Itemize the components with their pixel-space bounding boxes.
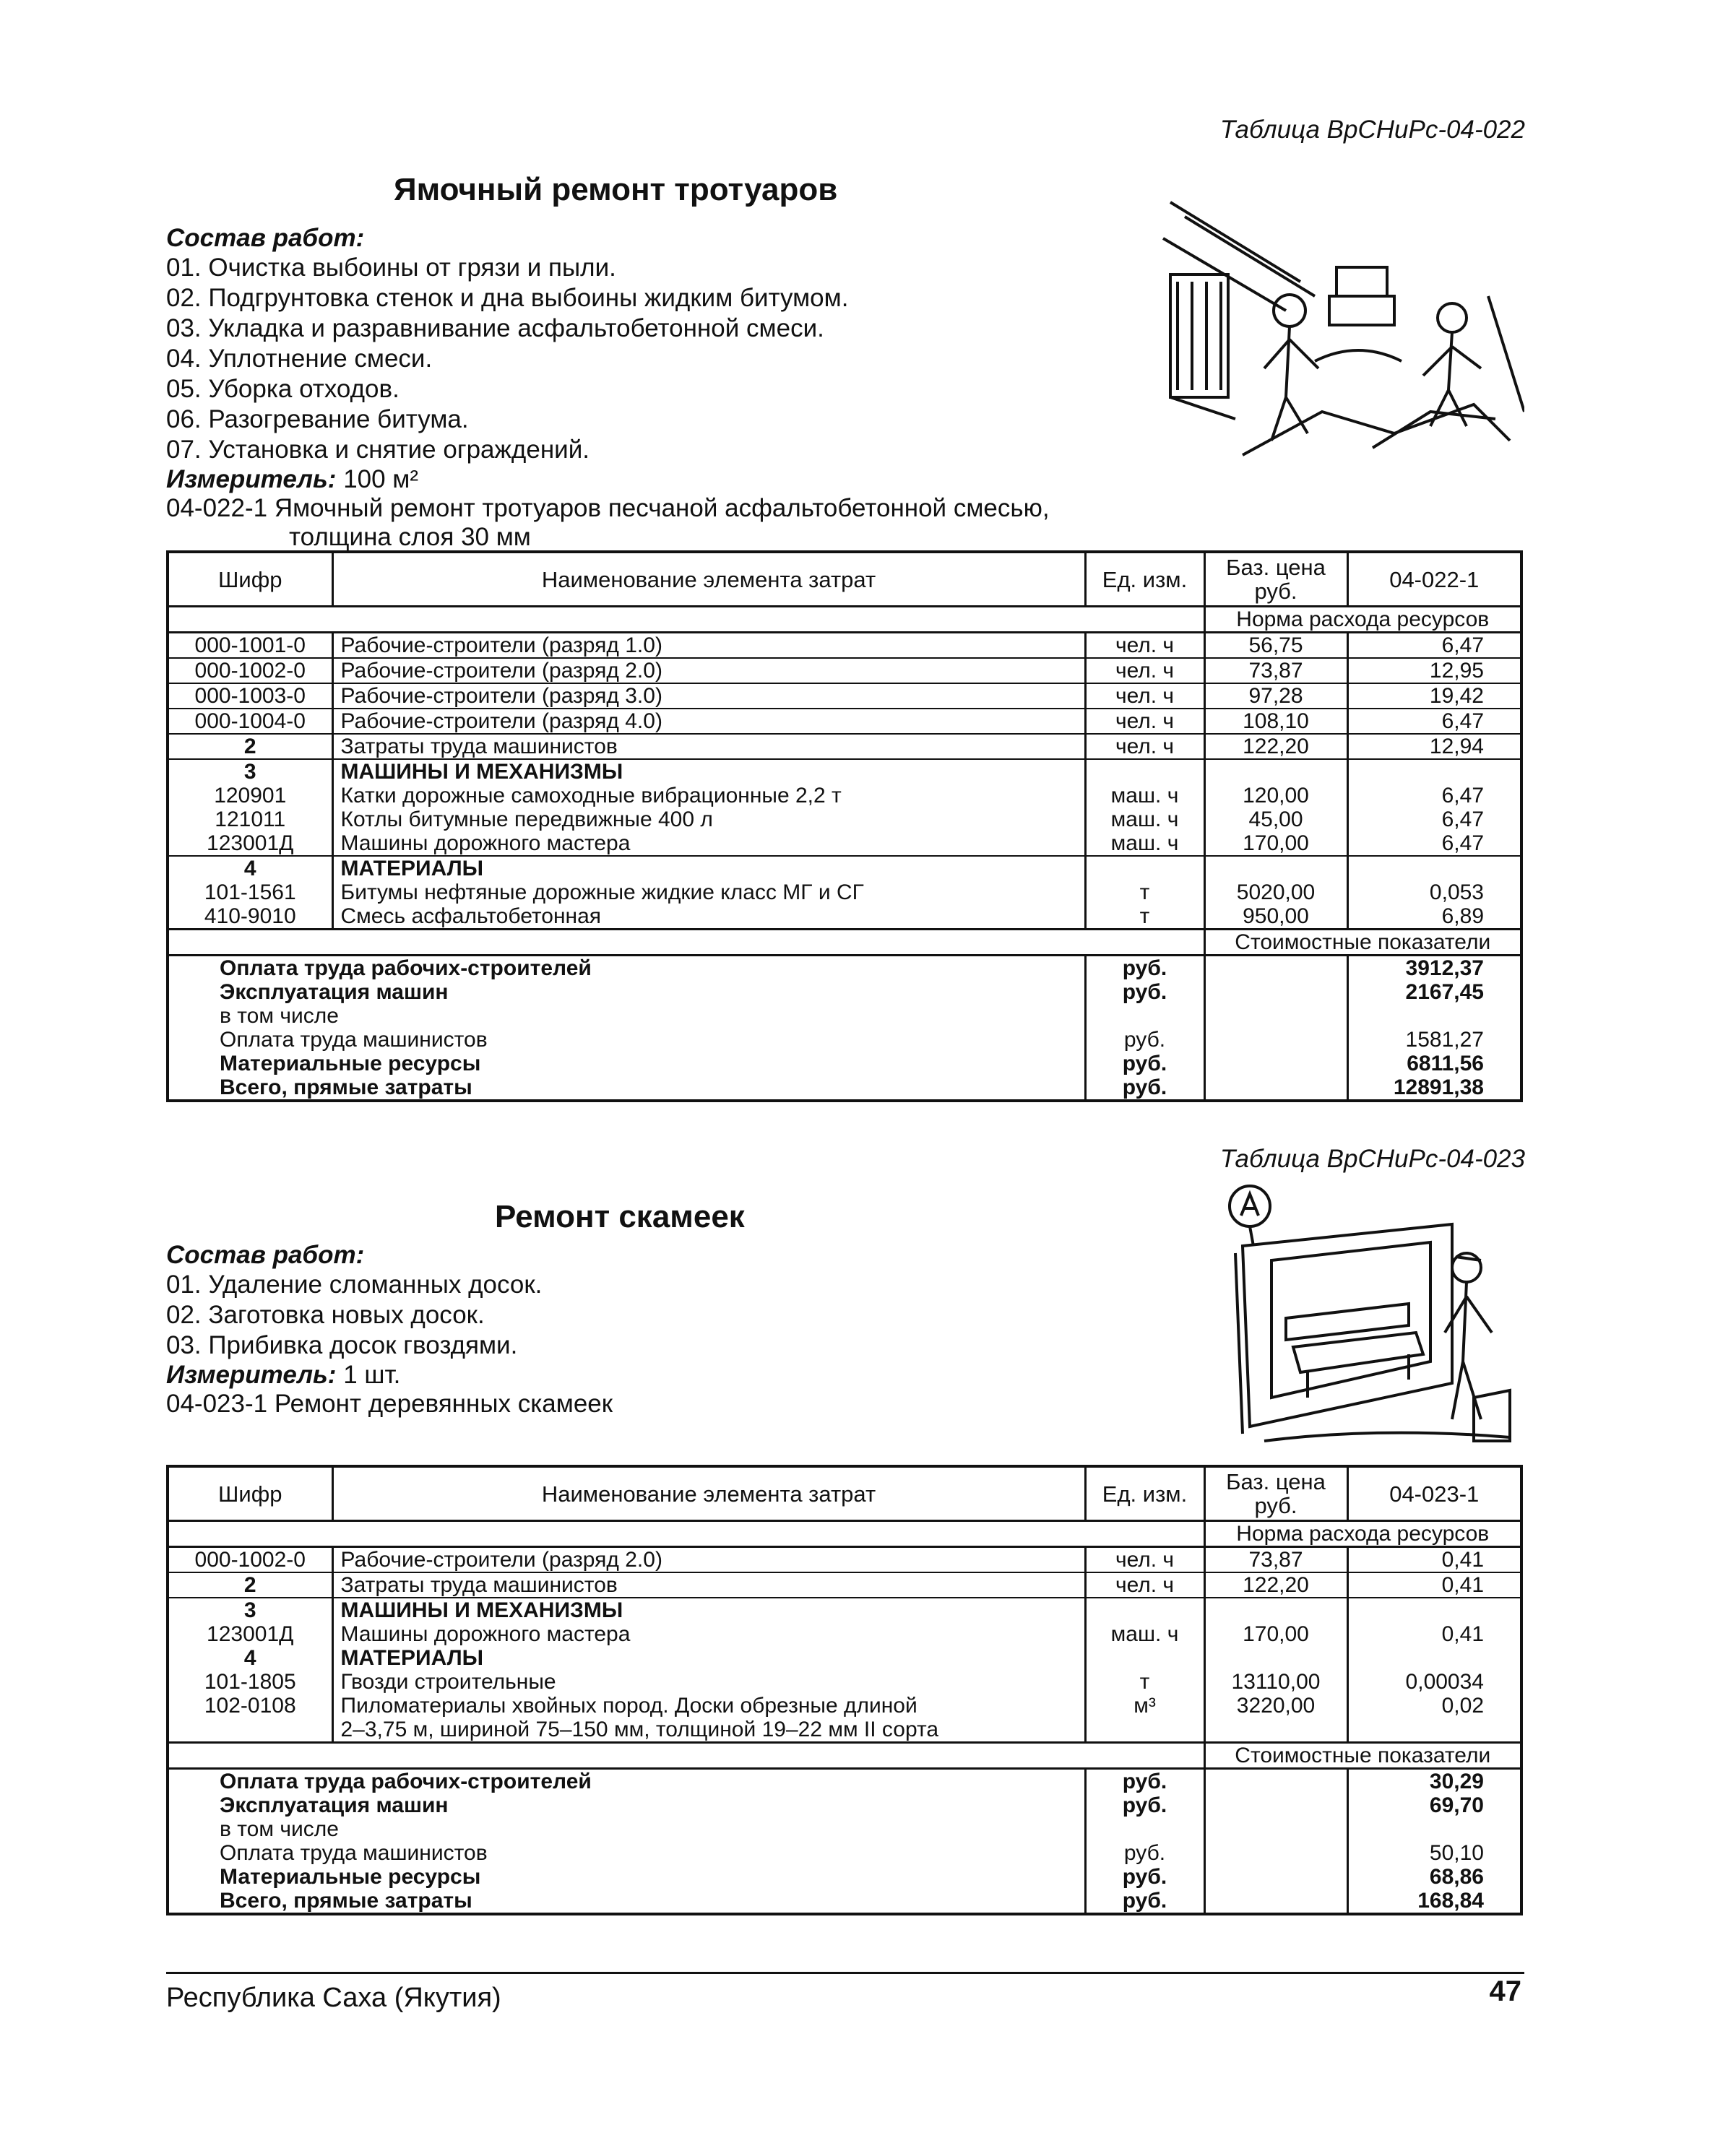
cell-price: 122,20 (1204, 734, 1347, 759)
cost-name: Оплата труда рабочих-строителей (168, 1769, 1085, 1794)
cell-code: 4 (168, 1646, 332, 1670)
cell-code: 123001Д (168, 831, 332, 856)
cell-unit: м³ (1085, 1694, 1204, 1718)
cost-value: 6811,56 (1407, 1052, 1484, 1075)
table-row (168, 1572, 1521, 1598)
table-row (168, 683, 1521, 709)
cost-name: Материальные ресурсы (168, 1052, 1085, 1075)
cell-price: 950,00 (1204, 904, 1347, 930)
works-label: Состав работ: (166, 224, 365, 252)
cell-name: МАТЕРИАЛЫ (332, 856, 1085, 880)
table-row (168, 808, 1521, 831)
table-row (168, 904, 1521, 930)
work-item: 05. Уборка отходов. (166, 375, 400, 403)
norm-label: Норма расхода ресурсов (1204, 1521, 1521, 1547)
item-line: 04-023-1 Ремонт деревянных скамеек (166, 1390, 613, 1418)
cell-code: 121011 (168, 808, 332, 831)
cell-price: 45,00 (1204, 808, 1347, 831)
work-item: 06. Разогревание битума. (166, 405, 469, 433)
cell-value: 0,00034 (1405, 1670, 1484, 1694)
cell-code: 2 (168, 1572, 332, 1598)
section-row (168, 1646, 1521, 1670)
cell-code (168, 1718, 332, 1743)
item-line-cont: толщина слоя 30 мм (289, 523, 531, 551)
cost-name: Материальные ресурсы (168, 1865, 1085, 1889)
cell-price: 13110,00 (1204, 1670, 1347, 1694)
col-header-price: Баз. цена руб. (1204, 552, 1347, 607)
measure-line (166, 465, 1050, 494)
cell-price: 73,87 (1204, 658, 1347, 683)
cost-name: Оплата труда машинистов (168, 1841, 1085, 1865)
cell-name: Гвозди строительные (332, 1670, 1085, 1694)
col-header-value: 04-022-1 (1347, 552, 1521, 607)
table-row (168, 1670, 1521, 1694)
cell-unit: маш. ч (1085, 784, 1204, 808)
cell-code: 101-1561 (168, 880, 332, 904)
road-workers-illustration (1156, 195, 1524, 469)
cell-code: 000-1003-0 (168, 683, 332, 709)
work-item: 01. Удаление сломанных досок. (166, 1270, 543, 1299)
section-row (168, 1598, 1521, 1622)
cell-code: 120901 (168, 784, 332, 808)
cell-name: Рабочие-строители (разряд 3.0) (332, 683, 1085, 709)
cell-name: 2–3,75 м, шириной 75–150 мм, толщиной 19–22 мм II сорта (332, 1718, 1085, 1743)
cell-name: МАТЕРИАЛЫ (332, 1646, 1085, 1670)
works-label: Состав работ: (166, 1241, 365, 1269)
table-row (168, 709, 1521, 734)
col-header-code: Шифр (168, 552, 332, 607)
cell-name: МАШИНЫ И МЕХАНИЗМЫ (332, 759, 1085, 784)
cost-row (168, 1769, 1521, 1794)
cost-value: 69,70 (1429, 1793, 1484, 1817)
cell-unit: чел. ч (1085, 633, 1204, 659)
section-title-2: Ремонт скамеек (495, 1199, 745, 1234)
cost-row (168, 1841, 1521, 1865)
cell-unit: т (1085, 904, 1204, 930)
cell-value: 12,95 (1347, 658, 1521, 683)
bench-repair-illustration (1221, 1181, 1524, 1452)
cell-code: 000-1001-0 (168, 633, 332, 659)
cell-code: 3 (168, 759, 332, 784)
cell-name: Котлы битумные передвижные 400 л (332, 808, 1085, 831)
cost-row (168, 1817, 1521, 1841)
cost-value: 168,84 (1417, 1889, 1484, 1913)
cell-name: Машины дорожного мастера (332, 1622, 1085, 1646)
work-item: 02. Заготовка новых досок. (166, 1301, 485, 1329)
cell-value: 0,41 (1347, 1547, 1521, 1573)
cost-row (168, 1004, 1521, 1028)
cell-code: 000-1002-0 (168, 658, 332, 683)
cost-name: в том числе (168, 1004, 1085, 1028)
table-caption-1: Таблица ВрСНиРс-04-022 (1219, 116, 1525, 144)
cost-name: Эксплуатация машин (168, 980, 1085, 1004)
cost-value: 50,10 (1429, 1841, 1484, 1865)
works-block-2 (166, 1241, 613, 1419)
measure-label: Измеритель: (166, 465, 337, 493)
cost-value: 68,86 (1429, 1865, 1484, 1889)
cell-code: 123001Д (168, 1622, 332, 1646)
table-row (168, 1694, 1521, 1718)
work-item: 07. Установка и снятие ограждений. (166, 436, 590, 464)
table-row (168, 831, 1521, 856)
cost-name: Оплата труда машинистов (168, 1028, 1085, 1052)
cell-value: 0,41 (1441, 1622, 1484, 1646)
cell-code: 000-1002-0 (168, 1547, 332, 1573)
cell-unit: чел. ч (1085, 709, 1204, 734)
work-item: 03. Прибивка досок гвоздями. (166, 1331, 518, 1359)
cost-value: 2167,45 (1405, 980, 1484, 1004)
cost-row (168, 1865, 1521, 1889)
cell-value: 6,47 (1347, 633, 1521, 659)
col-header-name: Наименование элемента затрат (332, 552, 1085, 607)
cost-unit: руб. (1085, 980, 1204, 1004)
cell-unit: чел. ч (1085, 1547, 1204, 1573)
col-header-code: Шифр (168, 1466, 332, 1521)
cost-unit: руб. (1085, 1052, 1204, 1075)
measure-line (166, 1361, 613, 1390)
cost-unit: руб. (1085, 1889, 1204, 1914)
section-title-1: Ямочный ремонт тротуаров (394, 172, 838, 207)
cell-value: 19,42 (1347, 683, 1521, 709)
cost-row (168, 1028, 1521, 1052)
cost-name: в том числе (168, 1817, 1085, 1841)
page-number: 47 (1489, 1975, 1521, 2007)
item-line: 04-022-1 Ямочный ремонт тротуаров песчаной асфальтобетонной смесью, (166, 494, 1050, 522)
cell-unit: чел. ч (1085, 683, 1204, 709)
cell-price: 5020,00 (1204, 880, 1347, 904)
cell-value: 0,02 (1441, 1694, 1484, 1718)
cell-value: 6,89 (1347, 904, 1521, 930)
cell-name: Пиломатериалы хвойных пород. Доски обрезные длиной (332, 1694, 1085, 1718)
cell-code: 101-1805 (168, 1670, 332, 1694)
cell-price: 108,10 (1204, 709, 1347, 734)
cell-name: Рабочие-строители (разряд 2.0) (332, 658, 1085, 683)
works-block-1 (166, 224, 1050, 552)
table-row (168, 633, 1521, 659)
cell-code: 000-1004-0 (168, 709, 332, 734)
table-row (168, 1622, 1521, 1646)
work-item: 02. Подгрунтовка стенок и дна выбоины жидким битумом. (166, 284, 849, 312)
cell-unit: маш. ч (1085, 1622, 1204, 1646)
cell-name: Битумы нефтяные дорожные жидкие класс МГ и СГ (332, 880, 1085, 904)
work-item: 01. Очистка выбоины от грязи и пыли. (166, 254, 616, 282)
cell-price: 3220,00 (1204, 1694, 1347, 1718)
section-row (168, 759, 1521, 784)
cell-name: МАШИНЫ И МЕХАНИЗМЫ (332, 1598, 1085, 1622)
work-item: 04. Уплотнение смеси. (166, 345, 433, 373)
cost-name: Эксплуатация машин (168, 1793, 1085, 1817)
cell-price: 73,87 (1204, 1547, 1347, 1573)
cell-code: 3 (168, 1598, 332, 1622)
cell-name: Рабочие-строители (разряд 4.0) (332, 709, 1085, 734)
cell-name: Затраты труда машинистов (332, 1572, 1085, 1598)
cost-row (168, 1075, 1521, 1101)
resource-table-1 (166, 550, 1523, 1102)
cost-unit: руб. (1085, 1769, 1204, 1794)
cell-price: 170,00 (1204, 1622, 1347, 1646)
cost-row (168, 1052, 1521, 1075)
cell-value: 6,47 (1347, 709, 1521, 734)
measure-value: 1 шт. (343, 1361, 401, 1389)
cost-name: Всего, прямые затраты (168, 1075, 1085, 1101)
cell-unit: чел. ч (1085, 658, 1204, 683)
table-row (168, 880, 1521, 904)
table-row (168, 784, 1521, 808)
cost-value: 12891,38 (1393, 1075, 1484, 1099)
cell-code: 410-9010 (168, 904, 332, 930)
cost-row (168, 980, 1521, 1004)
footer-divider (166, 1972, 1524, 1974)
cell-code: 102-0108 (168, 1694, 332, 1718)
table-row (168, 734, 1521, 759)
cost-value: 1581,27 (1405, 1028, 1484, 1052)
cell-code: 2 (168, 734, 332, 759)
cost-unit: руб. (1085, 1028, 1204, 1052)
cell-value: 6,47 (1347, 831, 1521, 856)
cell-unit: чел. ч (1085, 734, 1204, 759)
col-header-value: 04-023-1 (1347, 1466, 1521, 1521)
cost-name: Всего, прямые затраты (168, 1889, 1085, 1914)
col-header-unit: Ед. изм. (1085, 1466, 1204, 1521)
cost-label: Стоимостные показатели (1204, 930, 1521, 956)
cell-value: 6,47 (1441, 808, 1484, 831)
cell-unit: чел. ч (1085, 1572, 1204, 1598)
cost-row (168, 956, 1521, 981)
norm-label: Норма расхода ресурсов (1204, 607, 1521, 633)
cell-price: 122,20 (1204, 1572, 1347, 1598)
cost-unit: руб. (1085, 1793, 1204, 1817)
cell-price: 56,75 (1204, 633, 1347, 659)
cost-row (168, 1889, 1521, 1914)
cell-unit: маш. ч (1085, 831, 1204, 856)
cost-unit: руб. (1085, 1841, 1204, 1865)
cost-label: Стоимостные показатели (1204, 1743, 1521, 1769)
cell-name: Затраты труда машинистов (332, 734, 1085, 759)
cost-unit: руб. (1085, 1865, 1204, 1889)
resource-table-2 (166, 1465, 1523, 1915)
cell-unit: маш. ч (1085, 808, 1204, 831)
cost-unit: руб. (1085, 956, 1204, 981)
cell-code: 4 (168, 856, 332, 880)
cell-name: Машины дорожного мастера (332, 831, 1085, 856)
measure-label: Измеритель: (166, 1361, 337, 1389)
table-caption-2: Таблица ВрСНиРс-04-023 (1219, 1145, 1525, 1173)
col-header-name: Наименование элемента затрат (332, 1466, 1085, 1521)
cell-price: 170,00 (1204, 831, 1347, 856)
cell-unit: т (1085, 1670, 1204, 1694)
cost-name: Оплата труда рабочих-строителей (168, 956, 1085, 981)
footer-region: Республика Саха (Якутия) (166, 1983, 501, 2013)
cell-name: Смесь асфальтобетонная (332, 904, 1085, 930)
measure-value: 100 м² (343, 465, 419, 493)
cost-unit: руб. (1085, 1075, 1204, 1101)
table-row (168, 1718, 1521, 1743)
cell-name: Рабочие-строители (разряд 2.0) (332, 1547, 1085, 1573)
section-row (168, 856, 1521, 880)
cost-value: 3912,37 (1405, 956, 1484, 980)
table-row (168, 1547, 1521, 1573)
cost-value: 30,29 (1429, 1770, 1484, 1793)
cell-name: Рабочие-строители (разряд 1.0) (332, 633, 1085, 659)
cell-unit: т (1085, 880, 1204, 904)
table-row (168, 658, 1521, 683)
cell-value: 0,41 (1347, 1572, 1521, 1598)
cell-price: 97,28 (1204, 683, 1347, 709)
cell-value: 12,94 (1347, 734, 1521, 759)
col-header-unit: Ед. изм. (1085, 552, 1204, 607)
cell-name: Катки дорожные самоходные вибрационные 2,2 т (332, 784, 1085, 808)
col-header-price: Баз. цена руб. (1204, 1466, 1347, 1521)
cell-price: 120,00 (1204, 784, 1347, 808)
cell-value: 6,47 (1441, 784, 1484, 808)
cell-value: 0,053 (1429, 880, 1484, 904)
cost-row (168, 1793, 1521, 1817)
work-item: 03. Укладка и разравнивание асфальтобетонной смеси. (166, 314, 824, 342)
